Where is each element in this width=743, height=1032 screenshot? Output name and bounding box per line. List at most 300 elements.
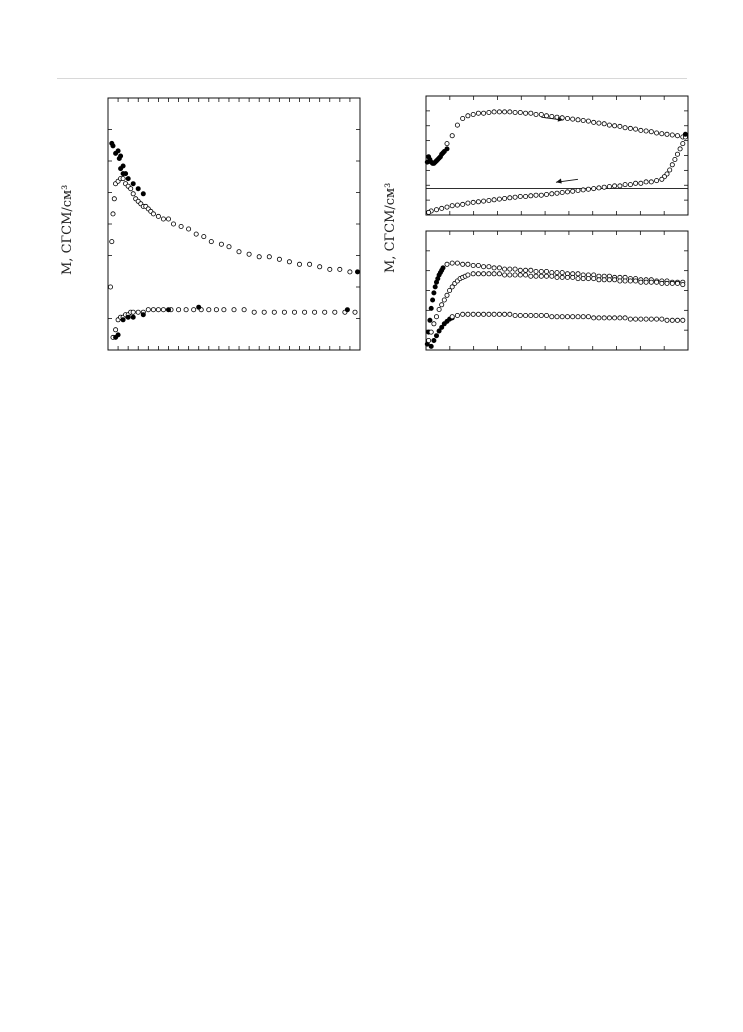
open-data-point [649,180,653,184]
open-data-point [513,110,517,114]
filled-data-point [126,177,130,181]
open-data-point [492,110,496,114]
open-data-point [432,322,436,326]
open-data-point [492,312,496,316]
open-data-point [487,110,491,114]
open-data-point [586,315,590,319]
open-data-point [513,273,517,277]
open-data-point [348,270,352,274]
open-data-point [450,261,454,265]
ylabel-left: M, СГСМ/см³ [60,184,75,275]
open-data-point [550,315,554,319]
chart-right-top [425,96,688,215]
open-data-point [655,131,659,135]
open-data-point [503,273,507,277]
open-data-point [555,275,559,279]
filled-data-point [429,344,433,348]
open-data-point [207,308,211,312]
open-data-point [442,298,446,302]
filled-data-point [126,315,130,319]
open-data-point [613,278,617,282]
open-data-point [242,308,246,312]
open-data-point [508,312,512,316]
open-data-point [461,312,465,316]
open-data-point [497,312,501,316]
open-data-point [529,194,533,198]
open-data-point [129,187,133,191]
open-data-point [534,274,538,278]
open-data-point [613,184,617,188]
open-data-point [508,273,512,277]
open-data-point [560,190,564,194]
open-data-point [440,303,444,307]
open-data-point [618,279,622,283]
filled-data-point [141,313,145,317]
open-data-point [252,310,256,314]
open-data-point [237,250,241,254]
open-data-point [678,147,682,151]
open-data-point [560,271,564,275]
open-data-point [555,315,559,319]
open-data-point [639,317,643,321]
open-data-point [681,318,685,322]
open-data-point [675,134,679,138]
chart-left [108,98,360,350]
open-data-point [550,192,554,196]
open-data-point [282,310,286,314]
open-data-point [455,203,459,207]
filled-data-point [345,308,349,312]
open-data-point [156,308,160,312]
open-data-point [597,278,601,282]
open-data-point [655,280,659,284]
open-data-point [151,212,155,216]
open-data-point [482,265,486,269]
open-data-point [524,273,528,277]
open-data-point [550,274,554,278]
open-data-point [539,313,543,317]
open-data-point [544,313,548,317]
filled-data-point [429,306,433,310]
filled-data-point [121,172,125,176]
open-data-point [303,310,307,314]
filled-data-point [445,147,449,151]
open-data-point [565,190,569,194]
open-data-point [455,313,459,317]
filled-data-point [116,149,120,153]
open-data-point [560,315,564,319]
open-data-point [202,235,206,239]
open-data-point [602,122,606,126]
open-data-point [209,240,213,244]
open-data-point [466,262,470,266]
open-data-point [434,208,438,212]
open-data-point [187,227,191,231]
open-data-point [292,310,296,314]
open-data-point [670,133,674,137]
filled-data-point [131,315,135,319]
open-data-point [618,184,622,188]
open-data-point [166,217,170,221]
open-data-point [171,222,175,226]
open-data-point [308,262,312,266]
open-data-point [673,157,677,161]
open-data-point [461,116,465,120]
open-data-point [508,110,512,114]
filled-data-point [434,334,438,338]
open-data-point [602,278,606,282]
open-data-point [565,315,569,319]
open-data-point [560,275,564,279]
open-data-point [644,280,648,284]
open-data-point [607,316,611,320]
open-data-point [618,316,622,320]
open-data-point [323,310,327,314]
open-data-point [232,308,236,312]
open-data-point [539,112,543,116]
open-data-point [194,232,198,236]
open-data-point [440,206,444,210]
open-data-point [534,193,538,197]
open-data-point [581,188,585,192]
open-data-point [534,269,538,273]
open-data-point [660,281,664,285]
open-data-point [437,307,441,311]
open-data-point [623,183,627,187]
open-data-point [524,111,528,115]
filled-data-point [432,291,436,295]
filled-data-point [431,298,435,302]
open-data-point [427,338,431,342]
open-data-point [503,312,507,316]
open-data-point [623,316,627,320]
open-data-point [492,198,496,202]
open-data-point [518,110,522,114]
open-data-point [592,316,596,320]
open-data-point [476,272,480,276]
open-data-point [607,123,611,127]
open-data-point [333,310,337,314]
open-data-point [581,118,585,122]
open-data-point [544,274,548,278]
plot-frame [426,231,688,350]
chart-right-bottom [425,231,688,350]
open-data-point [466,201,470,205]
open-data-point [466,312,470,316]
open-data-point [427,210,431,214]
open-data-point [146,308,150,312]
open-data-point [613,316,617,320]
filled-data-point [166,308,170,312]
open-data-point [161,308,165,312]
open-data-point [644,129,648,133]
open-data-point [581,277,585,281]
open-data-point [655,179,659,183]
open-data-point [445,205,449,209]
open-data-point [571,315,575,319]
open-data-point [534,313,538,317]
open-data-point [461,202,465,206]
open-data-point [649,317,653,321]
filled-data-point [116,333,120,337]
open-data-point [179,224,183,228]
open-data-point [613,124,617,128]
open-data-point [649,130,653,134]
open-data-point [586,187,590,191]
open-data-point [262,310,266,314]
open-data-point [497,272,501,276]
open-data-point [353,310,357,314]
open-data-point [639,181,643,185]
open-data-point [660,177,664,181]
open-data-point [639,128,643,132]
filled-data-point [111,144,115,148]
open-data-point [445,142,449,146]
open-data-point [571,275,575,279]
open-data-point [497,110,501,114]
open-data-point [529,111,533,115]
open-data-point [482,312,486,316]
open-data-point [338,267,342,271]
open-data-point [471,200,475,204]
open-data-point [508,196,512,200]
open-data-point [670,163,674,167]
open-data-point [602,316,606,320]
filled-data-point [683,132,687,136]
open-data-point [503,196,507,200]
open-data-point [681,283,685,287]
open-data-point [492,266,496,270]
open-data-point [639,280,643,284]
open-data-point [482,199,486,203]
open-data-point [434,315,438,319]
open-data-point [529,313,533,317]
open-data-point [668,168,672,172]
filled-data-point [119,154,123,158]
open-data-point [476,200,480,204]
open-data-point [660,132,664,136]
open-data-point [476,111,480,115]
filled-data-point [141,192,145,196]
open-data-point [487,198,491,202]
open-data-point [576,188,580,192]
plot-frame [426,96,688,215]
open-data-point [675,152,679,156]
open-data-point [586,119,590,123]
open-data-point [518,268,522,272]
arrowhead-left [556,179,562,184]
open-data-point [497,266,501,270]
open-data-point [219,242,223,246]
open-data-point [634,317,638,321]
open-data-point [555,191,559,195]
filled-data-point [432,338,436,342]
open-data-point [267,255,271,259]
open-data-point [450,134,454,138]
open-data-point [287,260,291,264]
open-data-point [597,121,601,125]
open-data-point [623,126,627,130]
open-data-point [681,142,685,146]
open-data-point [670,318,674,322]
open-data-point [508,267,512,271]
open-data-point [524,313,528,317]
open-data-point [313,310,317,314]
open-data-point [429,330,433,334]
open-data-point [665,281,669,285]
open-data-point [492,272,496,276]
open-data-point [455,123,459,127]
filled-data-point [197,305,201,309]
open-data-point [534,112,538,116]
open-data-point [476,263,480,267]
open-data-point [634,181,638,185]
open-data-point [445,293,449,297]
open-data-point [565,275,569,279]
open-data-point [131,310,135,314]
open-data-point [114,328,118,332]
open-data-point [524,194,528,198]
open-data-point [503,110,507,114]
open-data-point [466,114,470,118]
filled-data-point [131,182,135,186]
filled-data-point [433,285,437,289]
open-data-point [110,240,114,244]
open-data-point [581,315,585,319]
open-data-point [247,252,251,256]
open-data-point [665,318,669,322]
open-data-point [655,317,659,321]
open-data-point [297,262,301,266]
open-data-point [571,117,575,121]
open-data-point [660,317,664,321]
open-data-point [597,186,601,190]
open-data-point [476,312,480,316]
open-data-point [628,126,632,130]
open-data-point [529,274,533,278]
open-data-point [471,263,475,267]
open-data-point [111,212,115,216]
filled-data-point [136,187,140,191]
open-data-point [634,127,638,131]
open-data-point [649,280,653,284]
filled-data-point [355,270,359,274]
open-data-point [524,268,528,272]
open-data-point [272,310,276,314]
open-data-point [607,185,611,189]
open-data-point [592,120,596,124]
open-data-point [576,277,580,281]
open-data-point [136,310,140,314]
open-data-point [257,255,261,259]
open-data-point [592,277,596,281]
open-data-point [628,279,632,283]
filled-data-point [441,266,445,270]
open-data-point [539,269,543,273]
open-data-point [318,265,322,269]
open-data-point [544,192,548,196]
open-data-point [471,112,475,116]
open-data-point [466,273,470,277]
open-data-point [576,272,580,276]
open-data-point [539,274,543,278]
open-data-point [607,278,611,282]
open-data-point [445,262,449,266]
open-data-point [161,217,165,221]
open-data-point [482,111,486,115]
open-data-point [518,313,522,317]
open-data-point [539,193,543,197]
open-data-point [222,308,226,312]
open-data-point [628,183,632,187]
open-data-point [121,177,125,181]
open-data-point [544,269,548,273]
open-data-point [644,317,648,321]
open-data-point [156,214,160,218]
open-data-point [214,308,218,312]
open-data-point [450,204,454,208]
open-data-point [518,273,522,277]
open-data-point [227,245,231,249]
open-data-point [571,189,575,193]
open-data-point [487,312,491,316]
open-data-point [131,192,135,196]
open-data-point [675,318,679,322]
open-data-point [518,194,522,198]
open-data-point [482,272,486,276]
open-data-point [455,261,459,265]
open-data-point [618,124,622,128]
filled-data-point [119,167,123,171]
open-data-point [670,281,674,285]
open-data-point [112,197,116,201]
open-data-point [586,277,590,281]
open-data-point [597,316,601,320]
open-data-point [576,118,580,122]
ylabel-right: M, СГСМ/см³ [383,182,398,273]
open-data-point [177,308,181,312]
open-data-point [623,279,627,283]
open-data-point [602,185,606,189]
open-data-point [108,285,112,289]
filled-data-point [428,318,432,322]
open-data-point [328,267,332,271]
open-data-point [634,279,638,283]
open-data-point [555,271,559,275]
open-data-point [592,187,596,191]
open-data-point [576,315,580,319]
open-data-point [565,116,569,120]
open-data-point [461,262,465,266]
open-data-point [628,317,632,321]
open-data-point [471,272,475,276]
open-data-point [644,180,648,184]
open-data-point [450,315,454,319]
open-data-point [513,267,517,271]
open-data-point [487,265,491,269]
open-data-point [151,308,155,312]
open-data-point [503,267,507,271]
open-data-point [192,308,196,312]
open-data-point [471,312,475,316]
open-data-point [184,308,188,312]
open-data-point [665,132,669,136]
plot-frame [108,98,360,350]
open-data-point [513,313,517,317]
open-data-point [513,195,517,199]
open-data-point [277,257,281,261]
open-data-point [487,272,491,276]
